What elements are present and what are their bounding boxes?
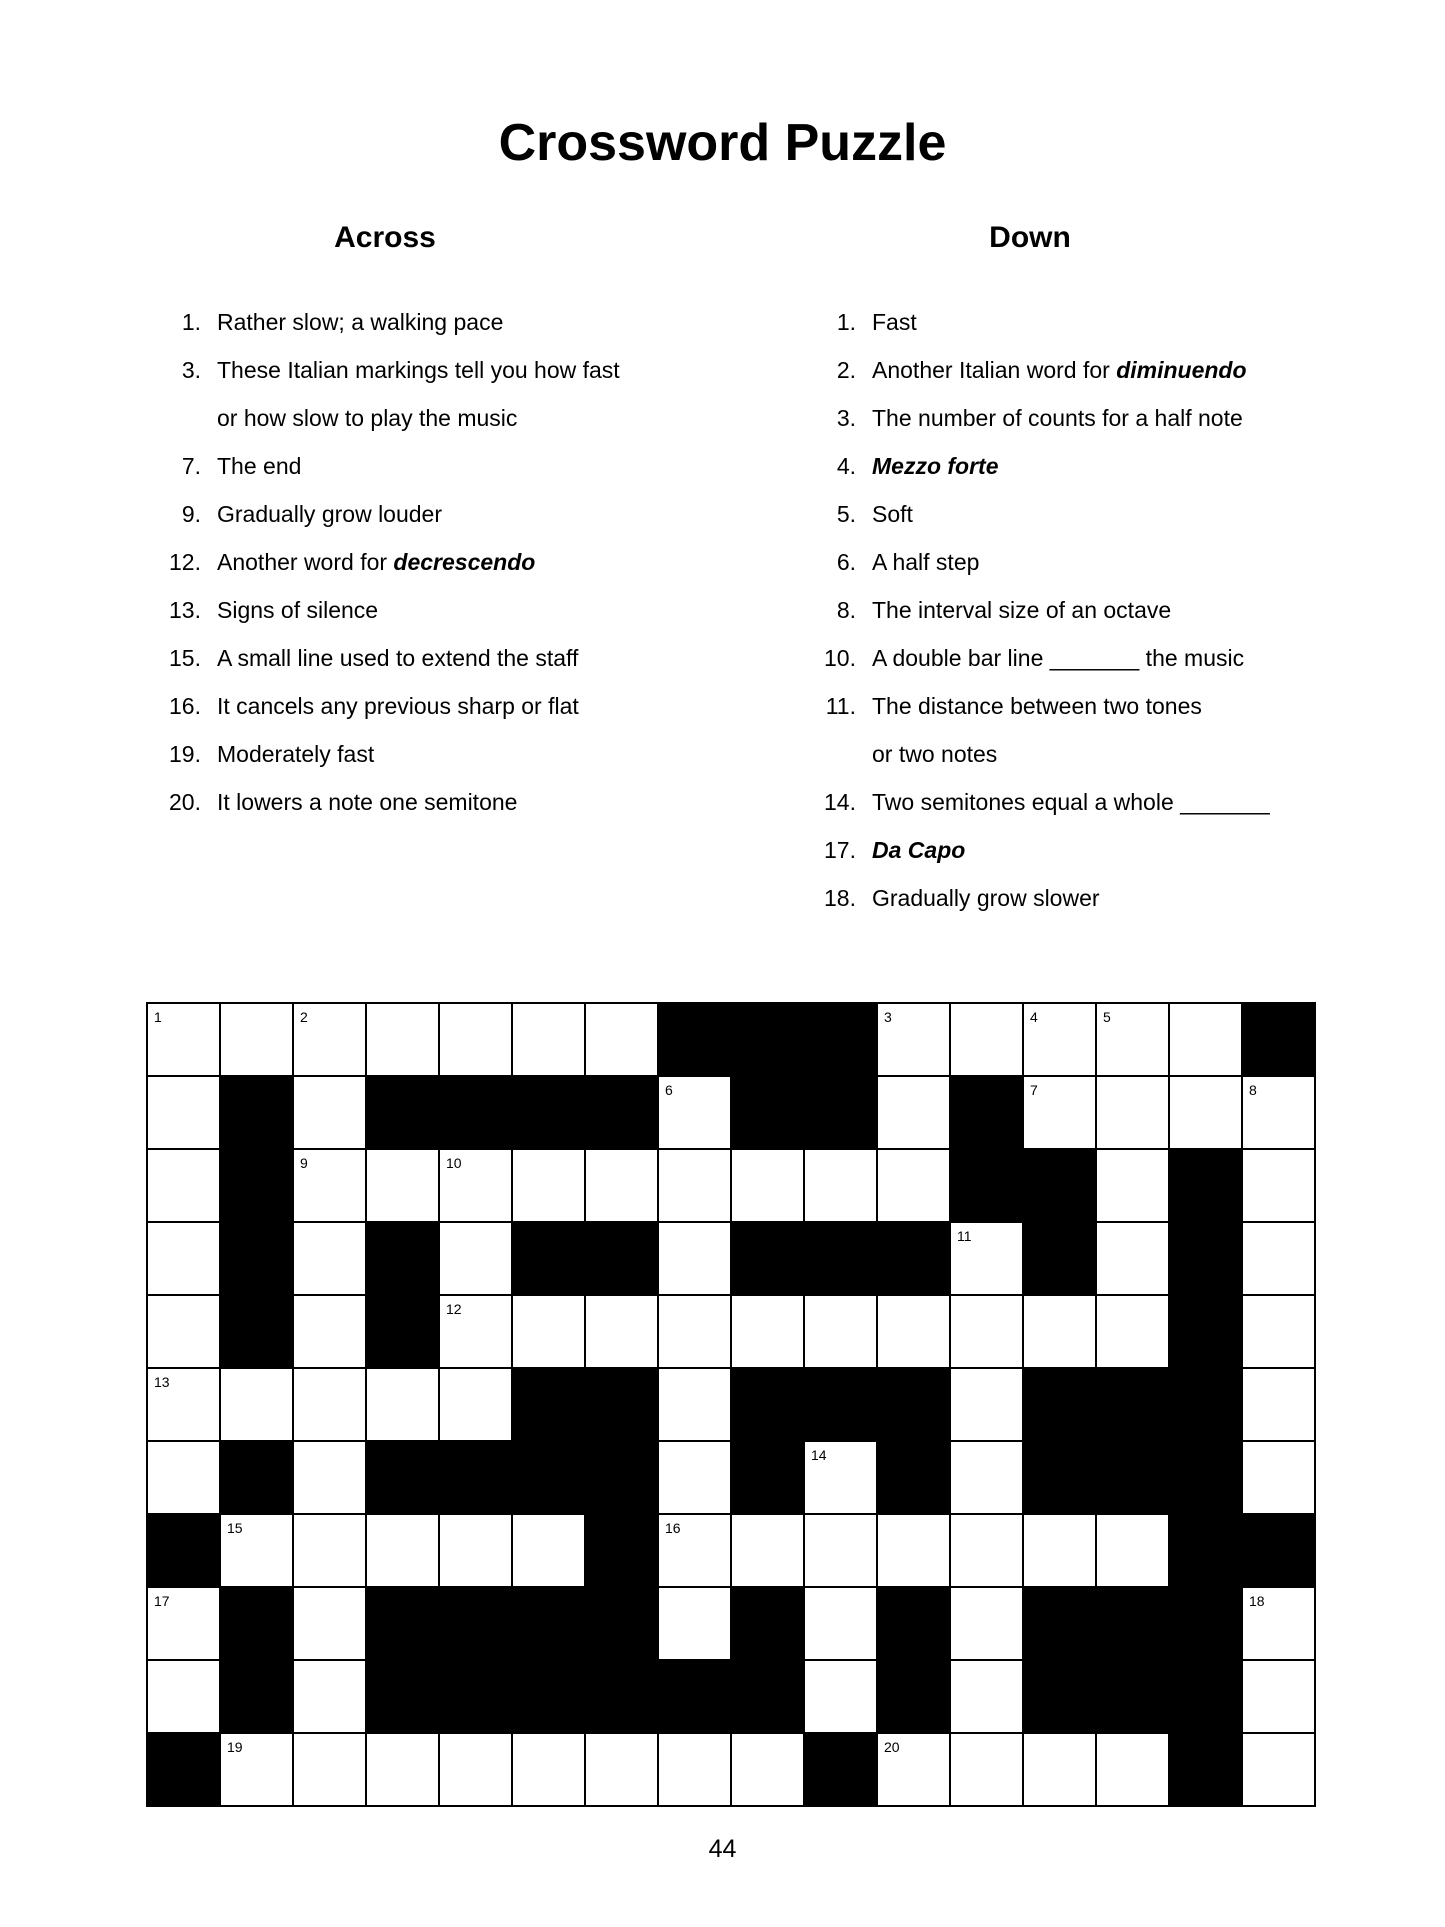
grid-cell[interactable]	[732, 1734, 805, 1807]
clue-number: 8.	[836, 597, 856, 623]
clue-text-part: The end	[217, 453, 302, 479]
grid-cell[interactable]	[1243, 1734, 1316, 1807]
clue-text	[872, 298, 917, 346]
grid-cell[interactable]	[294, 1515, 367, 1588]
black-square	[951, 1150, 1024, 1223]
black-square	[878, 1369, 951, 1442]
grid-cell[interactable]	[659, 1734, 732, 1807]
grid-cell[interactable]	[148, 1004, 221, 1077]
grid-cell[interactable]	[294, 1150, 367, 1223]
black-square	[878, 1442, 951, 1515]
grid-cell[interactable]	[1243, 1077, 1316, 1150]
clue-text-part: Another word for	[217, 549, 394, 575]
grid-cell[interactable]	[221, 1515, 294, 1588]
clue-number: 1.	[836, 309, 856, 335]
clue-text-part: Signs of silence	[217, 597, 379, 623]
grid-cell[interactable]	[1097, 1150, 1170, 1223]
clue-text-part: The interval size of an octave	[872, 597, 1172, 623]
grid-cell[interactable]	[367, 1369, 440, 1442]
black-square	[513, 1588, 586, 1661]
clue-text-part: These Italian markings tell you how fast	[217, 357, 620, 383]
black-square	[659, 1004, 732, 1077]
grid-cell[interactable]	[659, 1150, 732, 1223]
grid-cell[interactable]	[148, 1150, 221, 1223]
grid-cell[interactable]	[878, 1004, 951, 1077]
black-square	[1170, 1150, 1243, 1223]
clue-text-part: A small line used to extend the staff	[217, 645, 579, 671]
grid-cell[interactable]	[294, 1077, 367, 1150]
black-square	[1097, 1661, 1170, 1734]
clue-text-part: The number of counts for a half note	[872, 405, 1243, 431]
black-square	[1097, 1369, 1170, 1442]
black-square	[732, 1077, 805, 1150]
grid-cell[interactable]	[221, 1734, 294, 1807]
clue-emphasis: diminuendo	[1116, 357, 1247, 383]
grid-cell[interactable]	[1243, 1442, 1316, 1515]
clue-text	[217, 442, 301, 490]
grid-cell[interactable]	[732, 1296, 805, 1369]
grid-cell[interactable]	[1024, 1296, 1097, 1369]
black-square	[1170, 1515, 1243, 1588]
grid-cell[interactable]	[221, 1369, 294, 1442]
grid-cell[interactable]	[1097, 1077, 1170, 1150]
cell-number: 9	[300, 1155, 308, 1171]
clue-number: 15.	[169, 645, 201, 671]
clue-text-part: It cancels any previous sharp or flat	[217, 693, 579, 719]
grid-cell[interactable]	[659, 1223, 732, 1296]
black-square	[805, 1223, 878, 1296]
clue-text-part: Two semitones equal a whole _______	[872, 789, 1270, 815]
clue-number: 12.	[169, 549, 201, 575]
grid-cell[interactable]	[805, 1588, 878, 1661]
grid-cell[interactable]	[1243, 1369, 1316, 1442]
grid-cell[interactable]	[659, 1077, 732, 1150]
black-square	[221, 1223, 294, 1296]
black-square	[1170, 1442, 1243, 1515]
grid-cell[interactable]	[148, 1223, 221, 1296]
grid-cell[interactable]	[440, 1369, 513, 1442]
grid-cell[interactable]	[951, 1004, 1024, 1077]
black-square	[586, 1442, 659, 1515]
grid-cell[interactable]	[294, 1296, 367, 1369]
clue-number: 5.	[836, 501, 856, 527]
black-square	[367, 1588, 440, 1661]
black-square	[732, 1442, 805, 1515]
grid-cell[interactable]	[440, 1515, 513, 1588]
black-square	[440, 1661, 513, 1734]
clue-text-part: Soft	[872, 501, 913, 527]
grid-cell[interactable]	[148, 1588, 221, 1661]
clue-text-part: The distance between two tones	[872, 693, 1202, 719]
black-square	[1170, 1734, 1243, 1807]
clue-text	[217, 538, 535, 586]
across-heading: Across	[334, 221, 436, 254]
grid-cell[interactable]	[294, 1223, 367, 1296]
grid-cell[interactable]	[659, 1442, 732, 1515]
black-square	[1097, 1442, 1170, 1515]
grid-cell[interactable]	[221, 1004, 294, 1077]
clue-text-part: Gradually grow louder	[217, 501, 443, 527]
grid-cell[interactable]	[1097, 1004, 1170, 1077]
cell-number: 4	[1030, 1009, 1038, 1025]
black-square	[367, 1661, 440, 1734]
grid-cell[interactable]	[1024, 1515, 1097, 1588]
grid-cell[interactable]	[805, 1661, 878, 1734]
cell-number: 8	[1249, 1082, 1257, 1098]
clue-text	[217, 298, 503, 346]
grid-cell[interactable]	[878, 1077, 951, 1150]
black-square	[732, 1004, 805, 1077]
clue-number: 2.	[836, 357, 856, 383]
clue-text	[217, 490, 442, 538]
black-square	[878, 1588, 951, 1661]
black-square	[1243, 1515, 1316, 1588]
clue-number: 16.	[169, 693, 201, 719]
cell-number: 13	[154, 1374, 170, 1390]
black-square	[732, 1223, 805, 1296]
cell-number: 2	[300, 1009, 308, 1025]
grid-cell[interactable]	[440, 1150, 513, 1223]
clue-text	[872, 442, 999, 490]
grid-cell[interactable]	[732, 1515, 805, 1588]
clue-number: 4.	[836, 453, 856, 479]
clue-number: 3.	[181, 357, 201, 383]
black-square	[805, 1369, 878, 1442]
page-number: 44	[708, 1835, 737, 1863]
grid-cell[interactable]	[1243, 1150, 1316, 1223]
black-square	[1097, 1588, 1170, 1661]
black-square	[513, 1369, 586, 1442]
black-square	[1024, 1369, 1097, 1442]
grid-cell[interactable]	[951, 1369, 1024, 1442]
clue-text	[217, 346, 620, 394]
grid-cell[interactable]	[878, 1150, 951, 1223]
clue-number: 18.	[824, 885, 856, 911]
grid-cell[interactable]	[805, 1515, 878, 1588]
grid-cell[interactable]	[659, 1369, 732, 1442]
black-square	[221, 1077, 294, 1150]
grid-cell[interactable]	[148, 1442, 221, 1515]
black-square	[148, 1734, 221, 1807]
grid-cell[interactable]	[586, 1150, 659, 1223]
black-square	[586, 1661, 659, 1734]
clue-text-part: A double bar line _______ the music	[872, 645, 1245, 671]
clue-number: 13.	[169, 597, 201, 623]
clue-number: 17.	[824, 837, 856, 863]
grid-cell[interactable]	[586, 1296, 659, 1369]
black-square	[1170, 1223, 1243, 1296]
clue-emphasis: decrescendo	[393, 549, 536, 575]
grid-cell[interactable]	[951, 1442, 1024, 1515]
clue-text	[872, 586, 1171, 634]
black-square	[221, 1442, 294, 1515]
grid-cell[interactable]	[951, 1296, 1024, 1369]
grid-cell[interactable]	[805, 1442, 878, 1515]
cell-number: 7	[1030, 1082, 1038, 1098]
black-square	[1024, 1588, 1097, 1661]
black-square	[1170, 1296, 1243, 1369]
black-square	[440, 1442, 513, 1515]
grid-cell[interactable]	[878, 1734, 951, 1807]
clue-number: 20.	[169, 789, 201, 815]
black-square	[805, 1734, 878, 1807]
black-square	[586, 1588, 659, 1661]
grid-cell[interactable]	[367, 1734, 440, 1807]
clue-text-part: Gradually grow slower	[872, 885, 1100, 911]
clue-text-part: It lowers a note one semitone	[217, 789, 518, 815]
clue-number: 14.	[824, 789, 856, 815]
grid-cell[interactable]	[1243, 1296, 1316, 1369]
grid-cell[interactable]	[951, 1515, 1024, 1588]
clue-text-part: Another Italian word for	[872, 357, 1117, 383]
black-square	[440, 1588, 513, 1661]
clue-number: 11.	[825, 693, 856, 719]
grid-cell[interactable]	[1024, 1734, 1097, 1807]
clue-number: 19.	[169, 741, 201, 767]
clue-text	[217, 586, 378, 634]
grid-cell[interactable]	[294, 1369, 367, 1442]
black-square	[878, 1223, 951, 1296]
black-square	[1170, 1661, 1243, 1734]
grid-cell[interactable]	[1243, 1588, 1316, 1661]
black-square	[367, 1296, 440, 1369]
grid-cell[interactable]	[294, 1004, 367, 1077]
clue-text	[872, 346, 1247, 394]
clue-text-part: Rather slow; a walking pace	[217, 309, 504, 335]
clue-text	[217, 730, 374, 778]
grid-cell[interactable]	[951, 1223, 1024, 1296]
black-square	[440, 1077, 513, 1150]
black-square	[1024, 1150, 1097, 1223]
black-square	[367, 1223, 440, 1296]
grid-cell[interactable]	[659, 1515, 732, 1588]
grid-cell[interactable]	[367, 1150, 440, 1223]
black-square	[367, 1077, 440, 1150]
clue-emphasis: Mezzo forte	[872, 453, 999, 479]
clue-text	[217, 778, 517, 826]
clue-number: 6.	[836, 549, 856, 575]
grid-cell[interactable]	[805, 1296, 878, 1369]
black-square	[878, 1661, 951, 1734]
grid-cell[interactable]	[732, 1150, 805, 1223]
grid-cell[interactable]	[1097, 1515, 1170, 1588]
black-square	[513, 1077, 586, 1150]
grid-cell[interactable]	[294, 1588, 367, 1661]
page-title: Crossword Puzzle	[498, 114, 947, 172]
cell-number: 3	[884, 1009, 892, 1025]
black-square	[805, 1004, 878, 1077]
black-square	[1024, 1223, 1097, 1296]
grid-cell[interactable]	[513, 1004, 586, 1077]
black-square	[221, 1588, 294, 1661]
grid-cell[interactable]	[367, 1515, 440, 1588]
grid-cell[interactable]	[1024, 1004, 1097, 1077]
grid-cell[interactable]	[294, 1661, 367, 1734]
grid-cell[interactable]	[951, 1588, 1024, 1661]
clue-text	[217, 634, 578, 682]
clue-number: 3.	[836, 405, 856, 431]
cell-number: 14	[811, 1447, 827, 1463]
black-square	[586, 1515, 659, 1588]
grid-cell[interactable]	[148, 1661, 221, 1734]
cell-number: 5	[1103, 1009, 1111, 1025]
black-square	[586, 1077, 659, 1150]
cell-number: 15	[227, 1520, 243, 1536]
clue-text	[872, 394, 1243, 442]
crossword-grid	[146, 1002, 1316, 1807]
black-square	[1243, 1004, 1316, 1077]
grid-cell[interactable]	[1097, 1223, 1170, 1296]
grid-cell[interactable]	[586, 1734, 659, 1807]
grid-cell[interactable]	[805, 1150, 878, 1223]
black-square	[1170, 1369, 1243, 1442]
cell-number: 17	[154, 1593, 170, 1609]
grid-cell[interactable]	[1097, 1734, 1170, 1807]
clue-text	[872, 874, 1100, 922]
black-square	[659, 1661, 732, 1734]
black-square	[513, 1223, 586, 1296]
grid-cell[interactable]	[1170, 1004, 1243, 1077]
grid-cell[interactable]	[1097, 1296, 1170, 1369]
black-square	[221, 1150, 294, 1223]
clue-number: 10.	[824, 645, 856, 671]
black-square	[951, 1077, 1024, 1150]
grid-cell[interactable]	[440, 1734, 513, 1807]
black-square	[586, 1369, 659, 1442]
clue-text	[217, 682, 579, 730]
clue-number: 1.	[181, 309, 201, 335]
grid-cell[interactable]	[367, 1004, 440, 1077]
black-square	[586, 1223, 659, 1296]
grid-cell[interactable]	[586, 1004, 659, 1077]
down-heading: Down	[989, 221, 1071, 254]
grid-cell[interactable]	[659, 1588, 732, 1661]
clue-text-part: Moderately fast	[217, 741, 375, 767]
clue-text	[872, 778, 1270, 826]
clue-text	[872, 730, 997, 778]
cell-number: 19	[227, 1739, 243, 1755]
black-square	[1024, 1442, 1097, 1515]
grid-cell[interactable]	[294, 1442, 367, 1515]
clue-text-part: or how slow to play the music	[217, 405, 518, 431]
black-square	[732, 1369, 805, 1442]
cell-number: 6	[665, 1082, 673, 1098]
cell-number: 18	[1249, 1593, 1265, 1609]
cell-number: 12	[446, 1301, 462, 1317]
clue-number: 9.	[181, 501, 201, 527]
clue-text	[872, 634, 1244, 682]
black-square	[732, 1661, 805, 1734]
grid-cell[interactable]	[513, 1734, 586, 1807]
grid-cell[interactable]	[513, 1515, 586, 1588]
clue-text	[872, 538, 979, 586]
black-square	[732, 1588, 805, 1661]
cell-number: 10	[446, 1155, 462, 1171]
black-square	[513, 1442, 586, 1515]
grid-cell[interactable]	[148, 1369, 221, 1442]
grid-cell[interactable]	[951, 1734, 1024, 1807]
grid-cell[interactable]	[878, 1296, 951, 1369]
grid-cell[interactable]	[148, 1296, 221, 1369]
clue-text	[872, 826, 965, 874]
black-square	[221, 1296, 294, 1369]
black-square	[1170, 1588, 1243, 1661]
clue-emphasis: Da Capo	[872, 837, 966, 863]
grid-cell[interactable]	[951, 1661, 1024, 1734]
black-square	[221, 1661, 294, 1734]
grid-cell[interactable]	[1024, 1077, 1097, 1150]
grid-cell[interactable]	[513, 1150, 586, 1223]
cell-number: 11	[957, 1228, 972, 1244]
grid-cell[interactable]	[1243, 1661, 1316, 1734]
grid-cell[interactable]	[513, 1296, 586, 1369]
grid-cell[interactable]	[294, 1734, 367, 1807]
clue-text-part: A half step	[872, 549, 980, 575]
black-square	[1024, 1661, 1097, 1734]
grid-cell[interactable]	[1170, 1077, 1243, 1150]
grid-cell[interactable]	[148, 1077, 221, 1150]
grid-cell[interactable]	[440, 1004, 513, 1077]
clue-text	[872, 682, 1202, 730]
clue-text	[872, 490, 913, 538]
grid-cell[interactable]	[440, 1223, 513, 1296]
cell-number: 1	[154, 1009, 162, 1025]
grid-cell[interactable]	[1243, 1223, 1316, 1296]
clue-text-part: Fast	[872, 309, 917, 335]
clue-text	[217, 394, 517, 442]
grid-cell[interactable]	[659, 1296, 732, 1369]
black-square	[805, 1077, 878, 1150]
grid-cell[interactable]	[440, 1296, 513, 1369]
black-square	[367, 1442, 440, 1515]
cell-number: 16	[665, 1520, 681, 1536]
black-square	[513, 1661, 586, 1734]
cell-number: 20	[884, 1739, 900, 1755]
grid-cell[interactable]	[878, 1515, 951, 1588]
clue-text-part: or two notes	[872, 741, 998, 767]
clue-number: 7.	[181, 453, 201, 479]
black-square	[148, 1515, 221, 1588]
